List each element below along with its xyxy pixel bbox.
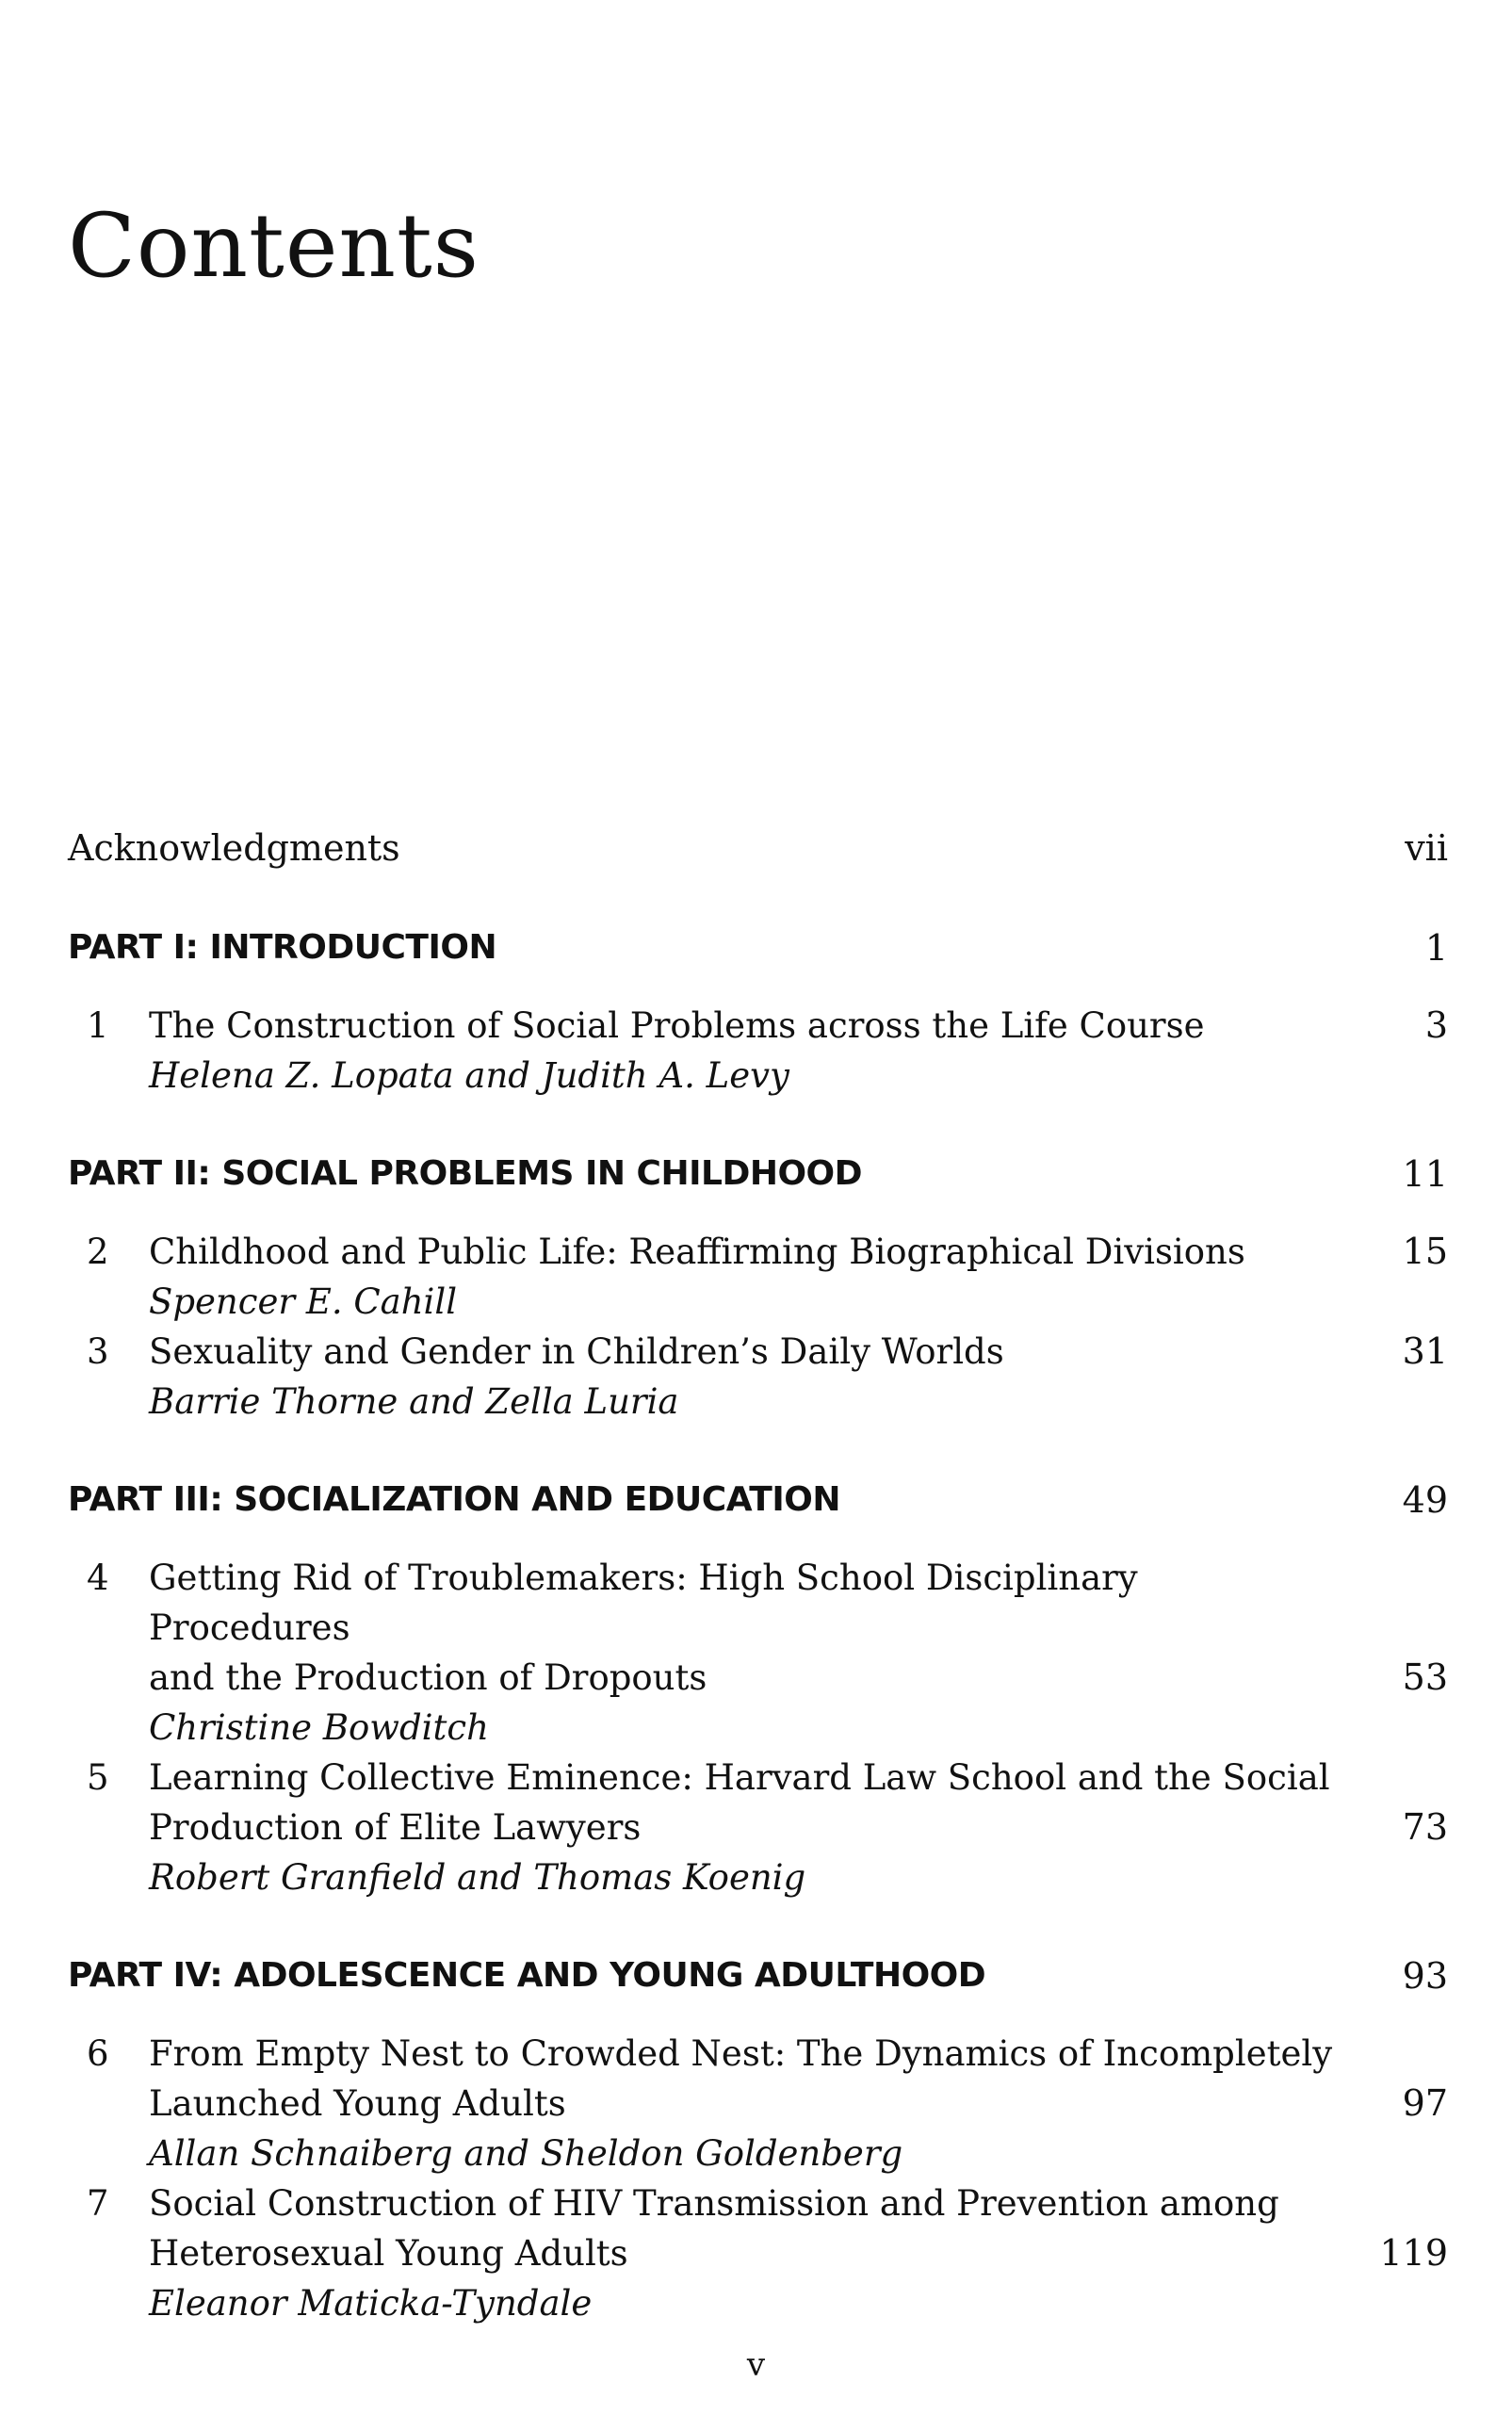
chapter-title-text: Getting Rid of Troublemakers: High School Disciplinary Procedures — [149, 1558, 1138, 1648]
toc-entry-acknowledgments[interactable] — [68, 822, 1448, 874]
part-page-number: 93 — [1402, 1955, 1448, 1997]
toc-part — [68, 1474, 1448, 1902]
part-title: PART I: INTRODUCTION — [68, 928, 497, 967]
part-title: PART IV: ADOLESCENCE AND YOUNG ADULTHOOD — [68, 1956, 986, 1995]
chapter-page-number: 73 — [1402, 1806, 1448, 1848]
chapter-page-number: 97 — [1402, 2082, 1448, 2124]
chapter-title-line — [149, 2029, 1448, 2079]
part-header[interactable] — [68, 1950, 1448, 2002]
part-page-number: 1 — [1424, 927, 1448, 969]
page-title: Contents — [68, 195, 480, 298]
chapter-title-line — [149, 2079, 1448, 2129]
toc-chapter-entry[interactable] — [68, 1553, 1448, 1753]
chapter-number: 5 — [87, 1757, 109, 1798]
front-matter-label: Acknowledgments — [68, 827, 400, 869]
chapter-title-line — [149, 1803, 1448, 1852]
chapter-page-number: 53 — [1402, 1656, 1448, 1698]
chapter-authors: Barrie Thorne and Zella Luria — [149, 1381, 679, 1422]
toc-chapter-entry[interactable] — [68, 1001, 1448, 1101]
chapter-title-text: Social Construction of HIV Transmission and Prevention among — [149, 2183, 1279, 2224]
chapter-title-text: Production of Elite Lawyers — [149, 1807, 642, 1848]
chapter-title-line — [149, 1227, 1448, 1277]
part-title: PART II: SOCIAL PROBLEMS IN CHILDHOOD — [68, 1154, 863, 1193]
chapter-title-line — [149, 1553, 1448, 1653]
toc-chapter-entry[interactable] — [68, 2029, 1448, 2178]
part-page-number: 11 — [1402, 1153, 1448, 1195]
chapter-title-text: Heterosexual Young Adults — [149, 2233, 628, 2274]
chapter-authors: Spencer E. Cahill — [149, 1281, 458, 1322]
chapter-number: 7 — [87, 2183, 109, 2224]
chapter-title-text: From Empty Nest to Crowded Nest: The Dynamics of Incompletely — [149, 2033, 1333, 2074]
chapter-title-line — [149, 1327, 1448, 1377]
chapter-authors: Christine Bowditch — [149, 1707, 489, 1748]
chapter-authors: Allan Schnaiberg and Sheldon Goldenberg — [149, 2133, 903, 2174]
chapter-number: 3 — [87, 1331, 109, 1372]
chapter-authors: Eleanor Maticka-Tyndale — [149, 2283, 593, 2324]
toc-part — [68, 1950, 1448, 2328]
chapter-title-line — [149, 2178, 1448, 2228]
chapter-title-line — [149, 1653, 1448, 1703]
chapter-number: 4 — [87, 1558, 109, 1598]
chapter-number: 1 — [87, 1005, 109, 1046]
chapter-title-text: Childhood and Public Life: Reaffirming Biographical Divisions — [149, 1232, 1245, 1272]
chapter-page-number: 31 — [1402, 1330, 1448, 1372]
chapter-title-line — [149, 1001, 1448, 1051]
table-of-contents — [68, 822, 1448, 2328]
chapter-authors: Helena Z. Lopata and Judith A. Levy — [149, 1055, 789, 1096]
chapter-page-number: 119 — [1379, 2232, 1448, 2274]
part-header[interactable] — [68, 1474, 1448, 1526]
chapter-number: 6 — [87, 2033, 109, 2074]
chapter-number: 2 — [87, 1232, 109, 1272]
toc-chapter-entry[interactable] — [68, 2178, 1448, 2328]
toc-part — [68, 922, 1448, 1101]
chapter-title-text: Learning Collective Eminence: Harvard Law School and the Social — [149, 1757, 1330, 1798]
part-title: PART III: SOCIALIZATION AND EDUCATION — [68, 1480, 840, 1519]
part-header[interactable] — [68, 922, 1448, 974]
chapter-title-text: Sexuality and Gender in Children’s Daily Worlds — [149, 1331, 1004, 1372]
toc-chapter-entry[interactable] — [68, 1227, 1448, 1327]
front-matter-page-number: vii — [1405, 827, 1448, 869]
chapter-page-number: 3 — [1424, 1004, 1448, 1046]
chapter-title-text: The Construction of Social Problems across the Life Course — [149, 1005, 1205, 1046]
toc-chapter-entry[interactable] — [68, 1753, 1448, 1902]
chapter-page-number: 15 — [1402, 1231, 1448, 1272]
page-folio: v — [746, 2346, 766, 2384]
chapter-authors: Robert Granfield and Thomas Koenig — [149, 1857, 806, 1898]
chapter-title-line — [149, 1753, 1448, 1803]
part-header[interactable] — [68, 1148, 1448, 1200]
chapter-title-text: Launched Young Adults — [149, 2083, 566, 2124]
chapter-title-line — [149, 2228, 1448, 2278]
toc-part — [68, 1148, 1448, 1427]
toc-chapter-entry[interactable] — [68, 1327, 1448, 1427]
part-page-number: 49 — [1402, 1479, 1448, 1521]
chapter-title-text: and the Production of Dropouts — [149, 1657, 707, 1698]
